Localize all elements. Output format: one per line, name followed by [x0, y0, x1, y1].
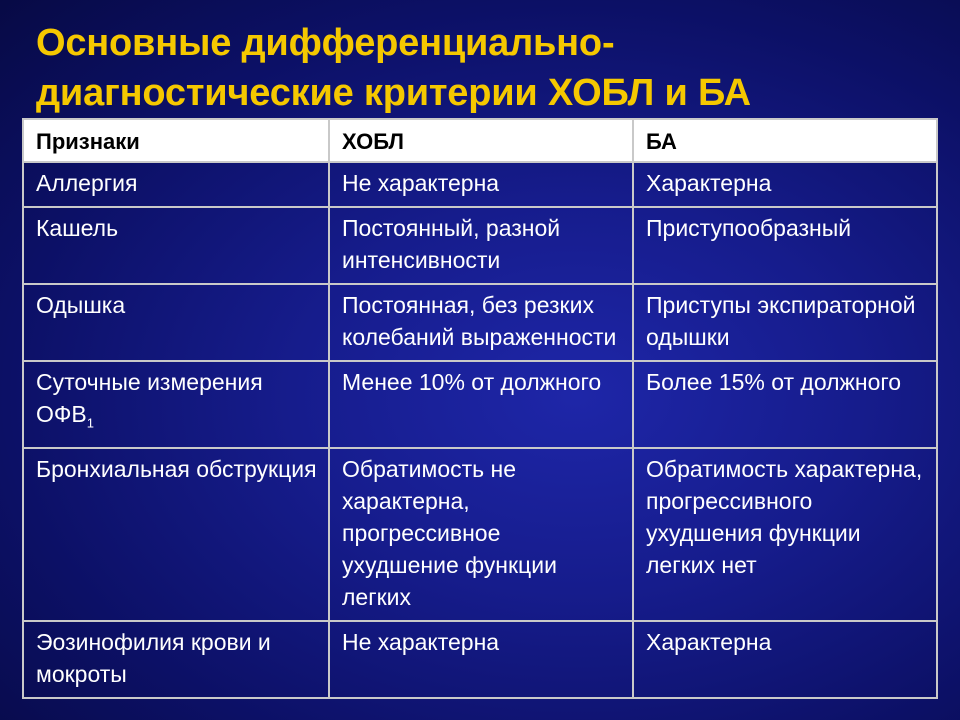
cell-sign [23, 621, 329, 698]
cell-copd: Постоянный, разной интенсивности [329, 207, 633, 284]
header-row [23, 119, 937, 162]
comparison-table [22, 118, 938, 699]
cell-asthma: Приступы экспираторной одышки [633, 284, 937, 361]
header-copd: ХОБЛ [329, 119, 633, 162]
cell-copd: Не характерна [329, 162, 633, 207]
table-header [23, 119, 937, 162]
cell-asthma: Приступообразный [633, 207, 937, 284]
table-row [23, 162, 937, 207]
cell-copd: Не характерна [329, 621, 633, 698]
table-row [23, 284, 937, 361]
cell-sign [23, 448, 329, 621]
cell-asthma: Характерна [633, 162, 937, 207]
cell-asthma: Более 15% от должного [633, 361, 937, 448]
sign-label: Кашель [36, 215, 119, 241]
sign-label: Одышка [36, 292, 126, 318]
cell-sign [23, 284, 329, 361]
header-asthma: БА [633, 119, 937, 162]
table-row [23, 361, 937, 448]
slide-title-line-2: диагностические критерии ХОБЛ и БА [36, 72, 751, 114]
cell-copd: Обратимость не характерна, прогрессивное ухудшение функции легких [329, 448, 633, 621]
header-signs: Признаки [23, 119, 329, 162]
table-body [23, 162, 937, 698]
table-row [23, 621, 937, 698]
cell-asthma: Характерна [633, 621, 937, 698]
cell-asthma: Обратимость характерна, прогрессивного ухудшения функции легких нет [633, 448, 937, 621]
sign-label: Бронхиальная обструкция [36, 455, 317, 482]
slide-title-line-1: Основные дифференциально- [36, 22, 615, 64]
sign-subscript: 1 [86, 415, 94, 431]
cell-sign [23, 207, 329, 284]
sign-label: Суточные измерения ОФВ [36, 369, 263, 427]
table-row [23, 448, 937, 621]
cell-copd: Менее 10% от должного [329, 361, 633, 448]
cell-sign [23, 162, 329, 207]
sign-label: Эозинофилия крови и мокроты [36, 628, 271, 687]
sign-label: Аллергия [36, 170, 138, 196]
cell-sign [23, 361, 329, 448]
cell-copd: Постоянная, без резких колебаний выраженности [329, 284, 633, 361]
table-row [23, 207, 937, 284]
slide-title [36, 18, 936, 118]
